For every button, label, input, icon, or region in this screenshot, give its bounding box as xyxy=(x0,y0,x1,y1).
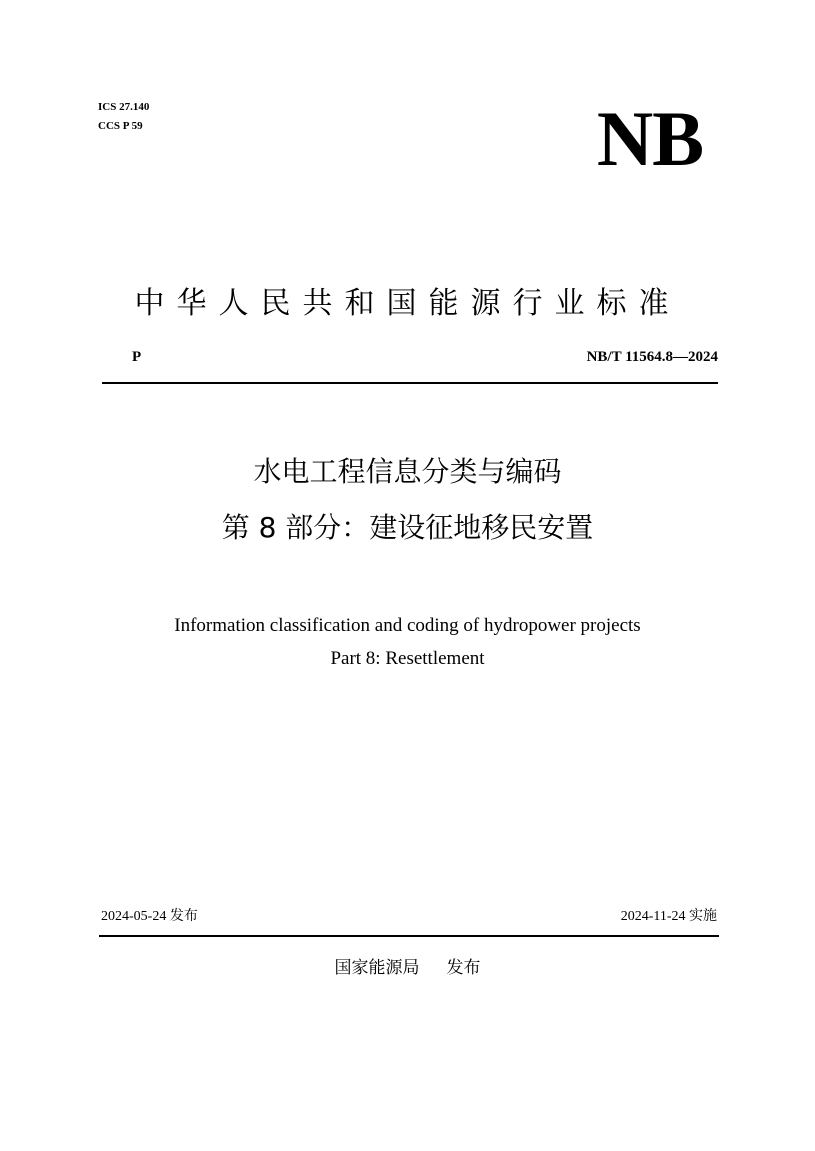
nb-logo: NB xyxy=(596,95,704,182)
standard-number: NB/T 11564.8—2024 xyxy=(586,349,718,365)
ccs-code: CCS P 59 xyxy=(98,120,143,132)
ics-code: ICS 27.140 xyxy=(98,101,150,113)
implementation-date: 2024-11-24 实施 xyxy=(620,909,717,924)
document-subtitle-en: Part 8: Resettlement xyxy=(330,648,485,669)
standard-type-title: 中华人民共和国能源行业标准 xyxy=(134,286,681,321)
document-title-cn: 水电工程信息分类与编码 xyxy=(253,455,562,488)
issuer-name: 国家能源局 xyxy=(334,958,420,978)
document-title-en: Information classification and coding of hydropower projects xyxy=(174,615,641,636)
footer-divider xyxy=(99,935,719,937)
standard-class-letter: P xyxy=(132,349,142,365)
issuer-action: 发布 xyxy=(446,958,481,978)
document-subtitle-cn: 第 8 部分：建设征地移民安置 xyxy=(221,511,594,544)
classification-codes xyxy=(98,98,149,136)
issuing-authority xyxy=(0,954,815,982)
issue-date: 2024-05-24 发布 xyxy=(101,909,198,924)
header-divider xyxy=(102,382,718,384)
